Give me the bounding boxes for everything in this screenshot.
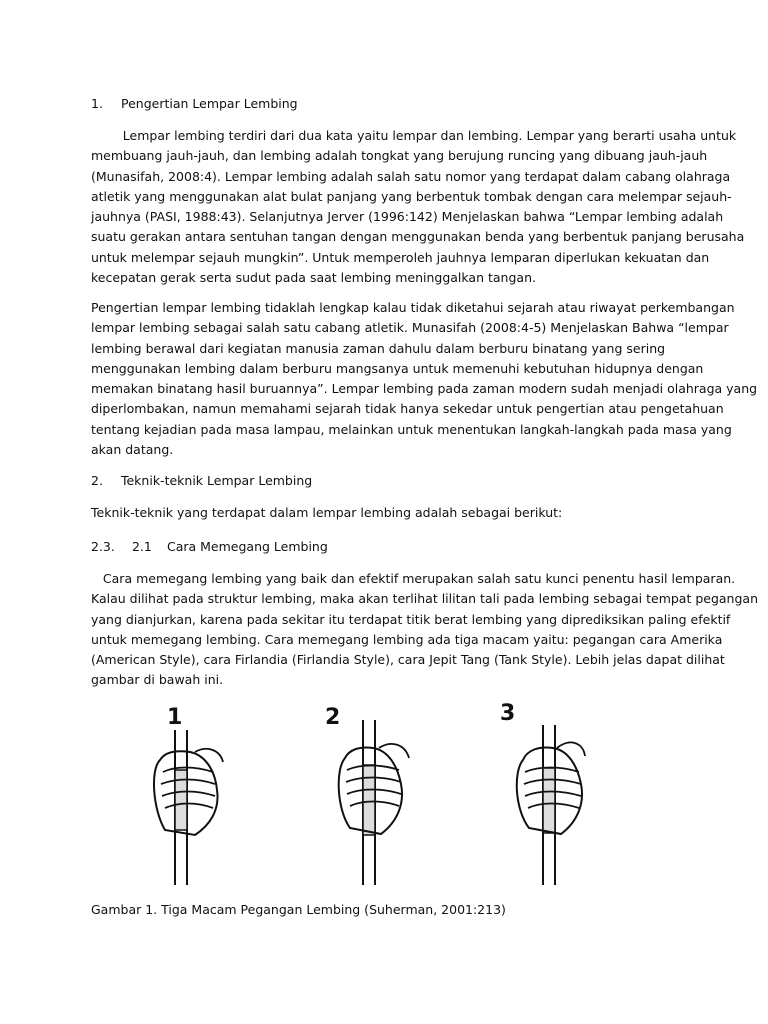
paragraph-line: tentang kejadian pada masa lampau, melainkan untuk menentukan langkah-langkah pada masa yang <box>91 421 732 437</box>
hand-grip-2-drawing <box>315 700 455 885</box>
paragraph-definition <box>91 126 745 288</box>
paragraph-line: suatu gerakan antara sentuhan tangan dengan menggunakan benda yang berbentuk panjang berusaha <box>91 229 745 245</box>
figure-label-1: 1 <box>167 705 183 730</box>
paragraph-line: Lempar lembing terdiri dari dua kata yaitu lempar dan lembing. Lempar yang berarti usaha untuk <box>91 128 737 143</box>
figure-caption: Gambar 1. Tiga Macam Pegangan Lembing (Suherman, 2001:213) <box>91 902 506 917</box>
paragraph-line: yang dianjurkan, karena pada sekitar itu terdapat titik berat lembing yang diprediksikan paling efektif <box>91 611 731 627</box>
paragraph-line: lembing berawal dari kegiatan manusia zaman dahulu dalam berburu binatang yang sering <box>91 340 666 356</box>
paragraph-grip <box>91 569 758 691</box>
section-2-1-title: Cara Memegang Lembing <box>166 539 328 554</box>
paragraph-line: untuk memegang lembing. Cara memegang lembing ada tiga macam yaitu: pegangan cara Amerika <box>91 631 723 647</box>
paragraph-line: akan datang. <box>91 442 174 458</box>
paragraph-line: Kalau dilihat pada struktur lembing, maka akan terlihat lilitan tali pada lembing sebagai tempat pegangan <box>91 591 758 607</box>
grip-illustration-3 <box>495 700 635 885</box>
paragraph-line: gambar di bawah ini. <box>91 672 224 688</box>
paragraph-techniques-intro <box>91 503 681 523</box>
section-2-title: Teknik-teknik Lempar Lembing <box>120 473 313 488</box>
section-1-title: Pengertian Lempar Lembing <box>120 96 298 111</box>
paragraph-line: lempar lembing sebagai salah satu cabang atletik. Munasifah (2008:4-5) Menjelaskan Bahwa “lempar <box>91 320 729 336</box>
section-1-heading <box>91 96 298 112</box>
figure-label-3: 3 <box>500 701 516 726</box>
paragraph-line: Teknik-teknik yang terdapat dalam lempar lembing adalah sebagai berikut: <box>91 505 563 520</box>
paragraph-line: menggunakan lembing dalam berburu mangsanya untuk memenuhi kebutuhan hidupnya dengan <box>91 360 704 376</box>
section-2-number: 2. <box>91 473 103 488</box>
figure-label-2: 2 <box>325 705 341 730</box>
grip-figure <box>120 700 680 885</box>
paragraph-line: jauhnya (PASI, 1988:43). Selanjutnya Jerver (1996:142) Menjelaskan bahwa “Lempar lembing adalah <box>91 209 724 225</box>
section-2-1-number: 2.1 <box>131 539 152 554</box>
paragraph-line: kecepatan gerak serta sudut pada saat lembing meninggalkan tangan. <box>91 270 536 286</box>
paragraph-line: atletik yang menggunakan alat bulat panjang yang berbentuk tombak dengan cara melempar sejauh- <box>91 188 732 204</box>
grip-illustration-2 <box>315 700 455 885</box>
section-2-3-number: 2.3. <box>91 539 115 554</box>
section-2-1-heading <box>91 539 328 555</box>
paragraph-line: memakan binatang hasil buruannya”. Lempar lembing pada zaman modern sudah menjadi olahraga yang <box>91 381 758 397</box>
paragraph-line: untuk melempar sejauh mungkin”. Untuk memperoleh jauhnya lemparan diperlukan kekuatan dan <box>91 249 710 265</box>
paragraph-line: (Munasifah, 2008:4). Lempar lembing adalah salah satu nomor yang terdapat dalam cabang olahraga <box>91 168 731 184</box>
paragraph-line: membuang jauh-jauh, dan lembing adalah tongkat yang berujung runcing yang dibuang jauh-jauh <box>91 148 708 164</box>
paragraph-line: (American Style), cara Firlandia (Firlandia Style), cara Jepit Tang (Tank Style). Lebih jelas dapat dilihat <box>91 652 725 668</box>
section-1-number: 1. <box>91 96 103 111</box>
section-2-heading <box>91 473 312 489</box>
hand-grip-1-drawing <box>135 700 275 885</box>
paragraph-history <box>91 298 758 460</box>
hand-grip-3-drawing <box>495 700 635 885</box>
paragraph-line: Cara memegang lembing yang baik dan efektif merupakan salah satu kunci penentu hasil lemparan. <box>91 571 736 586</box>
grip-illustration-1 <box>135 700 275 885</box>
paragraph-line: Pengertian lempar lembing tidaklah lengkap kalau tidak diketahui sejarah atau riwayat perkembangan <box>91 300 735 315</box>
paragraph-line: diperlombakan, namun memahami sejarah tidak hanya sekedar untuk pengertian atau pengetahuan <box>91 401 724 417</box>
